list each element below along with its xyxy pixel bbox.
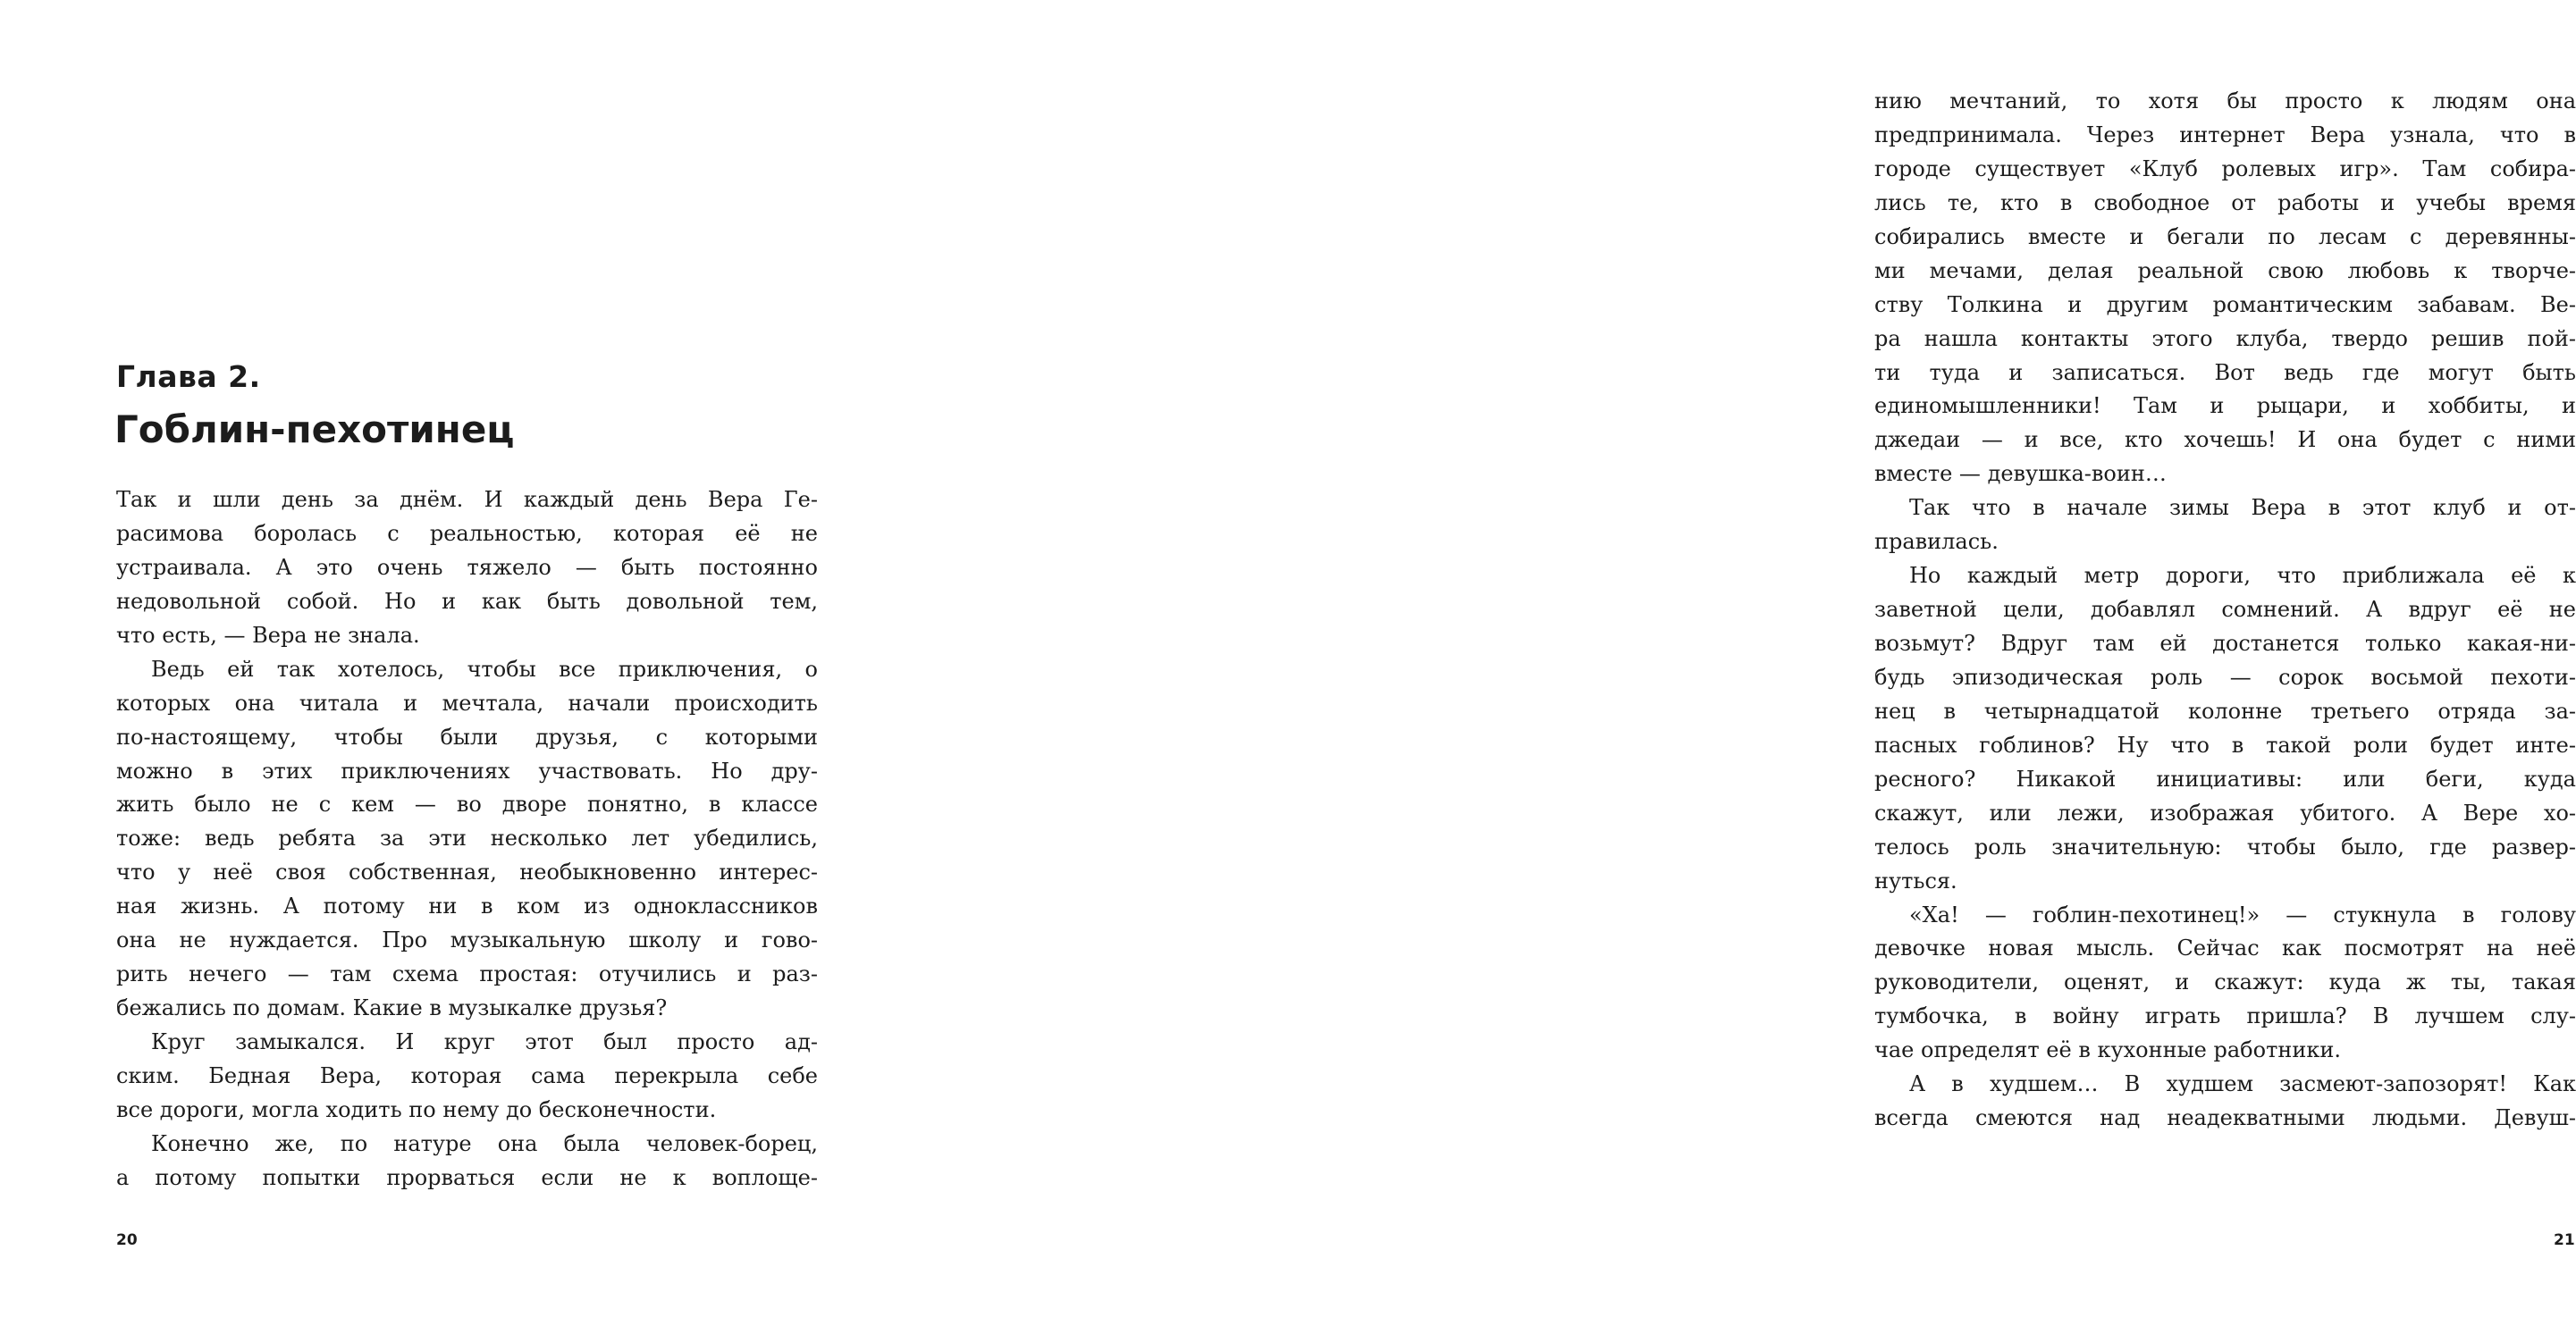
text-line: ми мечами, делая реальной свою любовь к творче- [1874,257,2576,283]
chapter-title: Гоблин-пехотинец [114,407,515,451]
text-line: предпринимала. Через интернет Вера узнала, что в [1874,122,2576,147]
text-line: нию мечтаний, то хотя бы просто к людям она [1874,88,2576,113]
text-line: девочке новая мысль. Сейчас как посмотрят на неё [1874,936,2576,961]
text-line: рить нечего — там схема простая: отучились и раз- [116,961,818,987]
chapter-label: Глава 2. [116,359,261,394]
text-line: правилась. [1874,529,1999,555]
text-line: бежались по домам. Какие в музыкалке друзья? [116,995,668,1021]
text-line: возьмут? Вдруг там ей достанется только какая-ни- [1874,631,2576,656]
text-line: ра нашла контакты этого клуба, твердо решив пой- [1874,325,2576,351]
text-line: заветной цели, добавлял сомнений. А вдруг её не [1874,597,2576,623]
text-line: что есть, — Вера не знала. [116,622,420,648]
text-line: Ведь ей так хотелось, чтобы все приключения, о [151,656,818,682]
text-line: по-настоящему, чтобы были друзья, с которыми [116,724,818,750]
text-line: можно в этих приключениях участвовать. Но дру- [116,758,818,784]
right-body-text [1874,85,2576,1136]
text-line: «Ха! — гоблин-пехотинец!» — стукнула в голову [1909,902,2576,927]
text-line: которых она читала и мечтала, начали происходить [116,690,818,716]
text-line: руководители, оценят, и скажут: куда ж ты, такая [1874,969,2576,995]
text-line: устраивала. А это очень тяжело — быть постоянно [116,554,818,580]
text-line: недовольной собой. Но и как быть довольной тем, [116,588,818,614]
text-line: всегда смеются над неадекватными людьми. Девуш- [1874,1105,2576,1131]
text-line: А в худшем… В худшем засмеют-запозорят! Как [1909,1071,2576,1097]
page-number: 21 [2554,1231,2575,1249]
text-line: нец в четырнадцатой колонне третьего отряда за- [1874,698,2576,724]
text-line: вместе — девушка-воин… [1874,461,2167,487]
text-line: что у неё своя собственная, необыкновенно интерес- [116,860,818,885]
page-number: 20 [116,1231,138,1249]
text-line: Конечно же, по натуре она была человек-борец, [151,1130,818,1156]
text-line: единомышленники! Там и рыцари, и хоббиты, и [1874,393,2576,419]
text-line: джедаи — и все, кто хочешь! И она будет с ними [1874,427,2576,453]
text-line: расимова боролась с реальностью, которая её не [116,520,818,546]
text-line: будь эпизодическая роль — сорок восьмой пехоти- [1874,664,2576,690]
text-line: тумбочка, в войну играть пришла? В лучшем слу- [1874,1003,2576,1029]
left-page [0,0,894,1326]
text-line: чае определят её в кухонные работники. [1874,1037,2341,1063]
text-line: Круг замыкался. И круг этот был просто ад- [151,1029,818,1054]
text-line: ским. Бедная Вера, которая сама перекрыла себе [116,1062,818,1088]
text-line: ресного? Никакой инициативы: или беги, куда [1874,766,2576,792]
text-line: нуться. [1874,868,1957,894]
text-line: лись те, кто в свободное от работы и учебы время [1874,189,2576,215]
text-line: жить было не с кем — во дворе понятно, в классе [116,792,818,818]
text-line: собирались вместе и бегали по лесам с деревянны- [1874,223,2576,249]
text-line: скажут, или лежи, изображая убитого. А Вере хо- [1874,800,2576,826]
text-line: она не нуждается. Про музыкальную школу и гово- [116,927,818,953]
text-line: Так и шли день за днём. И каждый день Вера Ге- [116,487,818,512]
left-body-text [116,483,818,1196]
text-line: ная жизнь. А потому ни в ком из одноклассников [116,894,818,919]
text-line: Так что в начале зимы Вера в этот клуб и от- [1909,495,2576,521]
text-line: ству Толкина и другим романтическим забавам. Ве- [1874,291,2576,317]
text-line: ти туда и записаться. Вот ведь где могут быть [1874,359,2576,385]
text-line: Но каждый метр дороги, что приближала её к [1909,563,2576,589]
text-line: городе существует «Клуб ролевых игр». Там собира- [1874,155,2576,181]
text-line: телось роль значительную: чтобы было, где развер- [1874,834,2576,860]
text-line: все дороги, могла ходить по нему до бесконечности. [116,1096,717,1122]
text-line: тоже: ведь ребята за эти несколько лет убедились, [116,826,818,852]
text-line: а потому попытки прорваться если не к воплоще- [116,1164,818,1190]
text-line: пасных гоблинов? Ну что в такой роли будет инте- [1874,732,2576,758]
right-page [894,0,2576,1326]
